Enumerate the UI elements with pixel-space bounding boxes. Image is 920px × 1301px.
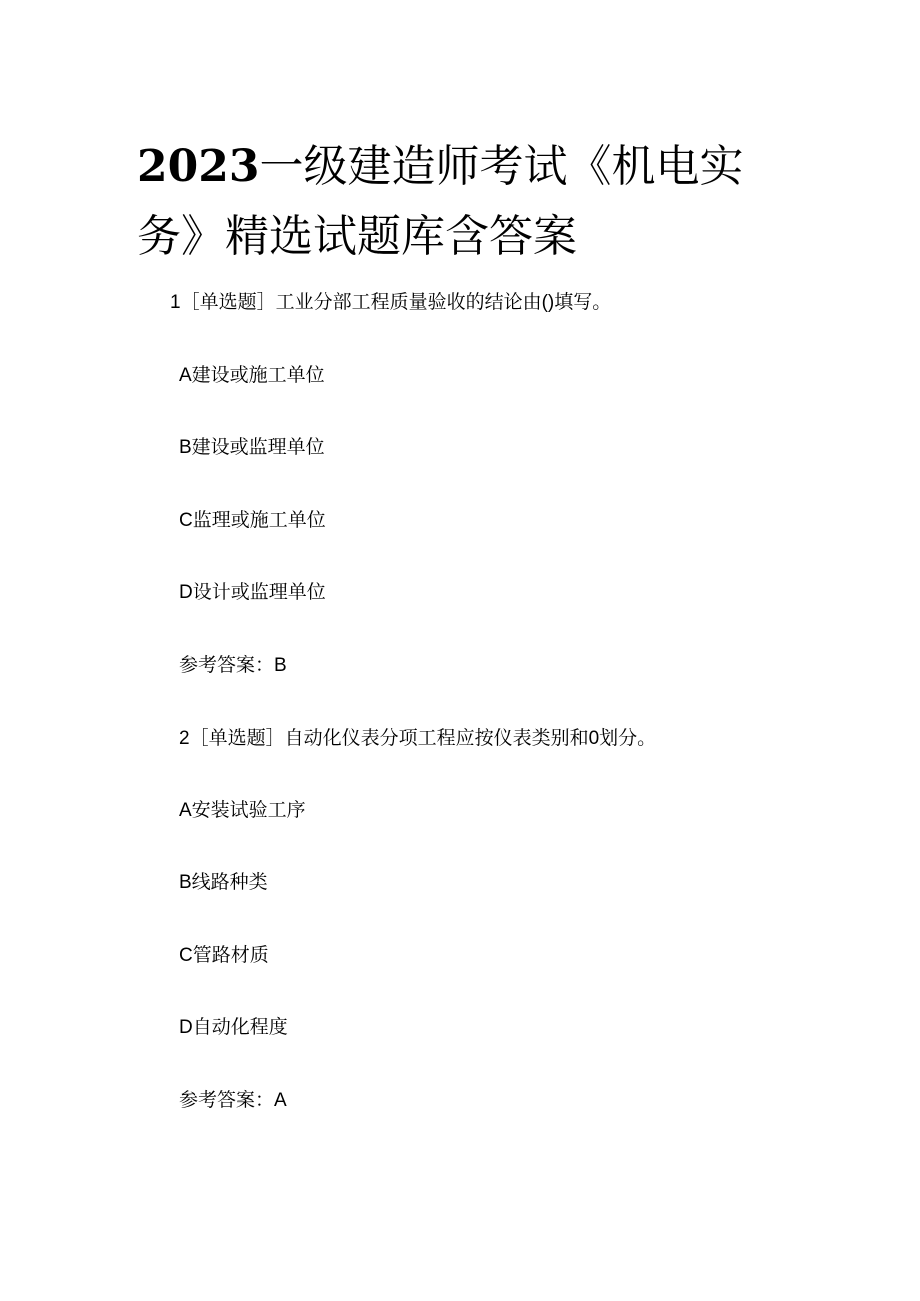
question-2-option-c: C管路材质 [179,945,269,966]
question-1-option-a: A建设或施工单位 [179,365,325,386]
title-year: 2023 [137,141,260,192]
question-1-option-d: D设计或监理单位 [179,582,326,603]
question-2-option-b: B线路种类 [179,872,268,893]
document-title [137,132,757,272]
question-2-option-d: D自动化程度 [179,1017,288,1038]
question-1-answer: 参考答案：B [179,655,287,676]
question-2-answer: 参考答案：A [179,1090,287,1111]
question-2-option-a: A安装试验工序 [179,800,306,821]
question-1-stem: 1［单选题］工业分部工程质量验收的结论由()填写。 [170,292,612,313]
question-2-stem: 2［单选题］自动化仪表分项工程应按仪表类别和0划分。 [179,728,657,749]
question-1-option-c: C监理或施工单位 [179,510,326,531]
title-text: 一级建造师考试《机电实务》精选试题库含答案 [137,141,744,262]
question-1-option-b: B建设或监理单位 [179,437,325,458]
